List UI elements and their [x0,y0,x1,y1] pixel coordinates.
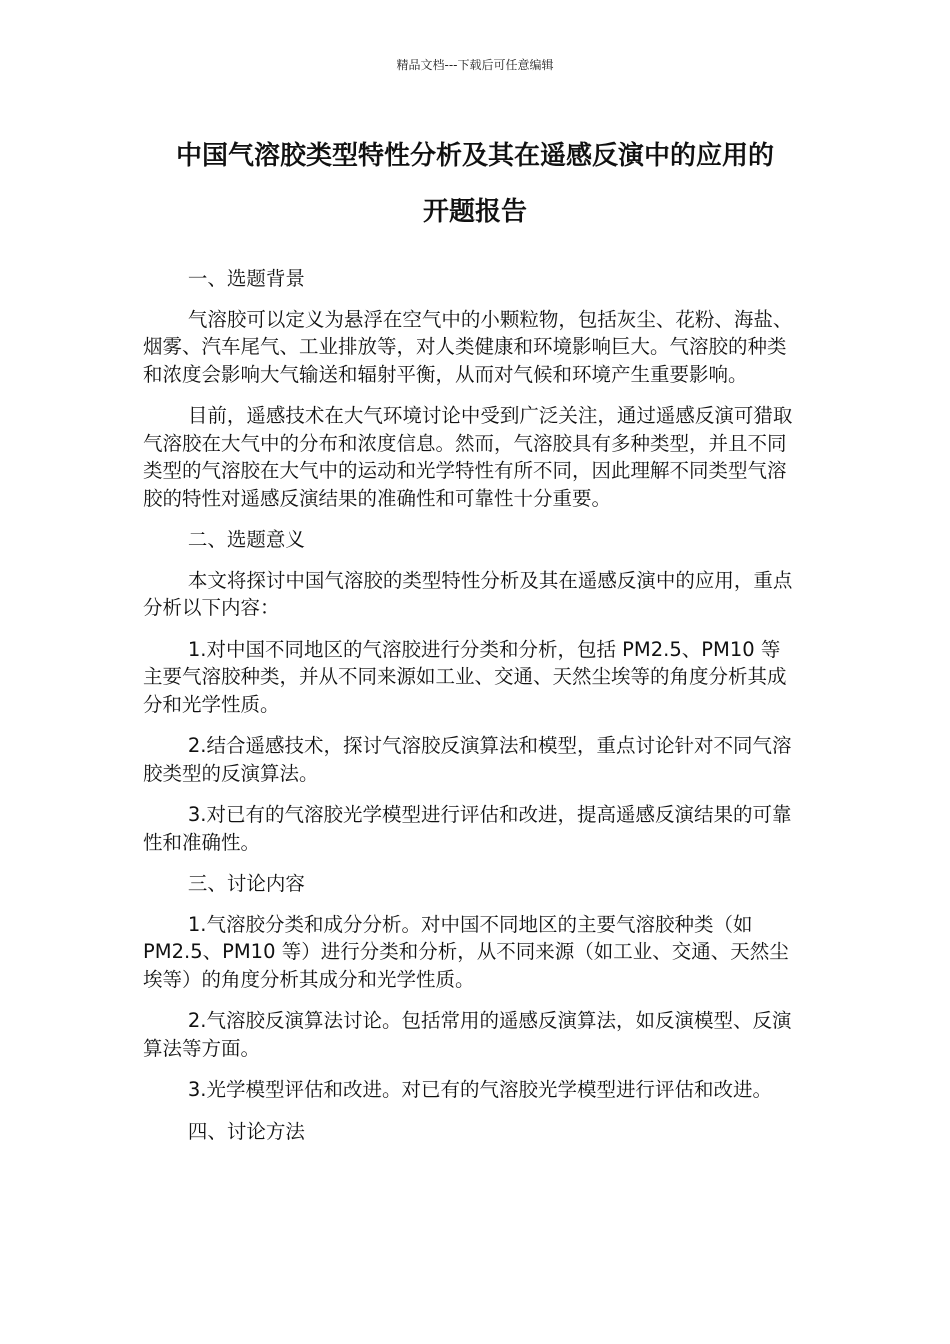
document-title [130,128,820,240]
body-paragraph: 气溶胶可以定义为悬浮在空气中的小颗粒物，包括灰尘、花粉、海盐、烟雾、汽车尾气、工业排放等，对人类健康和环境影响巨大。气溶胶的种类和浓度会影响大气输送和辐射平衡，从而对气候和环境产生重要影响。 [143,307,793,386]
list-item: 2.结合遥感技术，探讨气溶胶反演算法和模型，重点讨论针对不同气溶胶类型的反演算法。 [143,734,792,785]
list-item: 1.对中国不同地区的气溶胶进行分类和分析，包括 PM2.5、PM10 等主要气溶胶种类，并从不同来源如工业、交通、天然尘埃等的角度分析其成分和光学性质。 [143,637,787,716]
list-item: 3.光学模型评估和改进。对已有的气溶胶光学模型进行评估和改进。 [187,1078,772,1101]
title-line-1: 中国气溶胶类型特性分析及其在遥感反演中的应用的 [175,141,774,171]
section-heading-background: 一、选题背景 [187,267,305,290]
section-heading-methods: 四、讨论方法 [187,1119,305,1143]
body-paragraph: 目前，遥感技术在大气环境讨论中受到广泛关注，通过遥感反演可猎取气溶胶在大气中的分布和浓度信息。然而，气溶胶具有多种类型，并且不同类型的气溶胶在大气中的运动和光学特性有所不同，因此理解不同类型气溶胶的特性对遥感反演结果的准确性和可靠性十分重要。 [143,404,793,510]
list-item: 1.气溶胶分类和成分分析。对中国不同地区的主要气溶胶种类（如 PM2.5、PM10 等）进行分类和分析，从不同来源（如工业、交通、天然尘埃等）的角度分析其成分和光学性质。 [143,912,789,991]
section-heading-content: 三、讨论内容 [187,872,305,895]
list-item: 2.气溶胶反演算法讨论。包括常用的遥感反演算法，如反演模型、反演算法等方面。 [143,1009,792,1060]
title-line-2: 开题报告 [422,197,527,227]
body-paragraph: 本文将探讨中国气溶胶的类型特性分析及其在遥感反演中的应用，重点分析以下内容： [143,568,793,619]
document-body [143,265,795,1158]
section-heading-significance: 二、选题意义 [187,528,305,551]
header-note: 精品文档---下载后可任意编辑 [396,58,554,72]
list-item: 3.对已有的气溶胶光学模型进行评估和改进，提高遥感反演结果的可靠性和准确性。 [143,803,792,854]
